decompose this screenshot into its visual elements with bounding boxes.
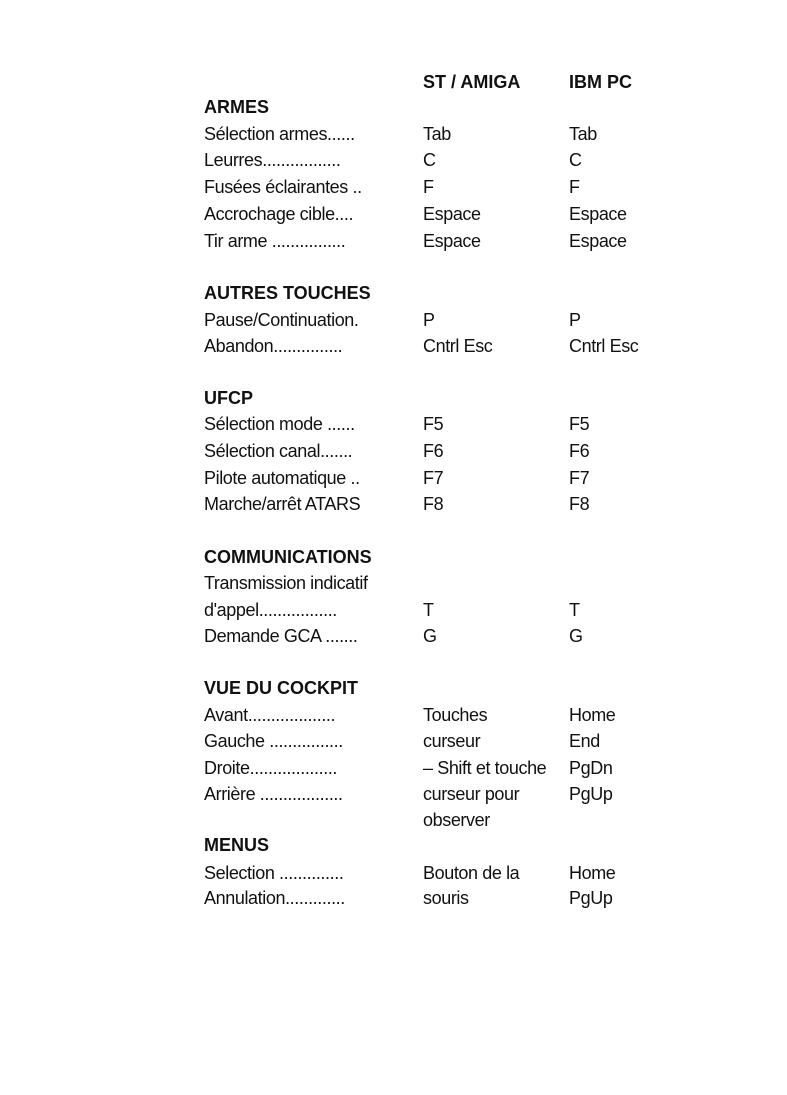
- key-label: Marche/arrêt ATARS: [204, 494, 361, 514]
- key-label: Demande GCA .......: [204, 626, 358, 646]
- key-st-amiga: curseur: [423, 731, 481, 751]
- key-st-amiga: F6: [423, 441, 444, 461]
- key-st-amiga: observer: [423, 810, 490, 830]
- key-label: Gauche ................: [204, 731, 343, 751]
- key-label: d'appel.................: [204, 600, 337, 620]
- section-title-communications: COMMUNICATIONS: [204, 547, 372, 567]
- key-label: Pilote automatique ..: [204, 468, 360, 488]
- key-label: Sélection armes......: [204, 124, 355, 144]
- key-label: Droite...................: [204, 758, 338, 778]
- key-label: Transmission indicatif: [204, 573, 368, 593]
- key-ibm-pc: F8: [569, 494, 590, 514]
- key-ibm-pc: F5: [569, 414, 590, 434]
- section-title-vue-du-cockpit: VUE DU COCKPIT: [204, 678, 359, 698]
- key-st-amiga: P: [423, 310, 435, 330]
- key-st-amiga: Espace: [423, 231, 481, 251]
- key-ibm-pc: PgUp: [569, 784, 613, 804]
- key-ibm-pc: PgUp: [569, 888, 613, 908]
- key-ibm-pc: End: [569, 731, 600, 751]
- key-ibm-pc: Tab: [569, 124, 597, 144]
- key-label: Abandon...............: [204, 336, 343, 356]
- section-title-autres-touches: AUTRES TOUCHES: [204, 283, 371, 303]
- key-ibm-pc: P: [569, 310, 581, 330]
- key-ibm-pc: G: [569, 626, 583, 646]
- key-label: Fusées éclairantes ..: [204, 177, 362, 197]
- key-st-amiga: G: [423, 626, 437, 646]
- key-st-amiga: T: [423, 600, 434, 620]
- key-st-amiga: Touches: [423, 705, 488, 725]
- key-st-amiga: Espace: [423, 204, 481, 224]
- key-ibm-pc: F6: [569, 441, 590, 461]
- key-label: Leurres.................: [204, 150, 341, 170]
- key-st-amiga: F: [423, 177, 434, 197]
- key-label: Pause/Continuation.: [204, 310, 359, 330]
- key-ibm-pc: Espace: [569, 231, 627, 251]
- key-ibm-pc: Espace: [569, 204, 627, 224]
- key-st-amiga: F5: [423, 414, 444, 434]
- key-label: Sélection mode ......: [204, 414, 355, 434]
- key-st-amiga: F8: [423, 494, 444, 514]
- key-ibm-pc: Cntrl Esc: [569, 336, 639, 356]
- section-title-armes: ARMES: [204, 97, 270, 117]
- key-st-amiga: Tab: [423, 124, 451, 144]
- key-label: Annulation.............: [204, 888, 345, 908]
- section-title-menus: MENUS: [204, 835, 270, 855]
- key-ibm-pc: PgDn: [569, 758, 613, 778]
- key-st-amiga: – Shift et touche: [423, 758, 547, 778]
- key-label: Accrochage cible....: [204, 204, 354, 224]
- key-ibm-pc: C: [569, 150, 582, 170]
- key-st-amiga: C: [423, 150, 436, 170]
- key-label: Selection ..............: [204, 863, 344, 883]
- key-st-amiga: F7: [423, 468, 444, 488]
- key-ibm-pc: Home: [569, 705, 616, 725]
- column-header-ibm-pc: IBM PC: [569, 72, 632, 92]
- key-st-amiga: Bouton de la: [423, 863, 520, 883]
- column-header-st-amiga: ST / AMIGA: [423, 72, 521, 92]
- key-ibm-pc: T: [569, 600, 580, 620]
- key-st-amiga: Cntrl Esc: [423, 336, 493, 356]
- key-ibm-pc: F7: [569, 468, 590, 488]
- key-ibm-pc: Home: [569, 863, 616, 883]
- key-label: Tir arme ................: [204, 231, 346, 251]
- key-st-amiga: souris: [423, 888, 469, 908]
- key-label: Avant...................: [204, 705, 336, 725]
- key-ibm-pc: F: [569, 177, 580, 197]
- key-st-amiga: curseur pour: [423, 784, 520, 804]
- key-label: Sélection canal.......: [204, 441, 353, 461]
- section-title-ufcp: UFCP: [204, 388, 253, 408]
- key-label: Arrière ..................: [204, 784, 343, 804]
